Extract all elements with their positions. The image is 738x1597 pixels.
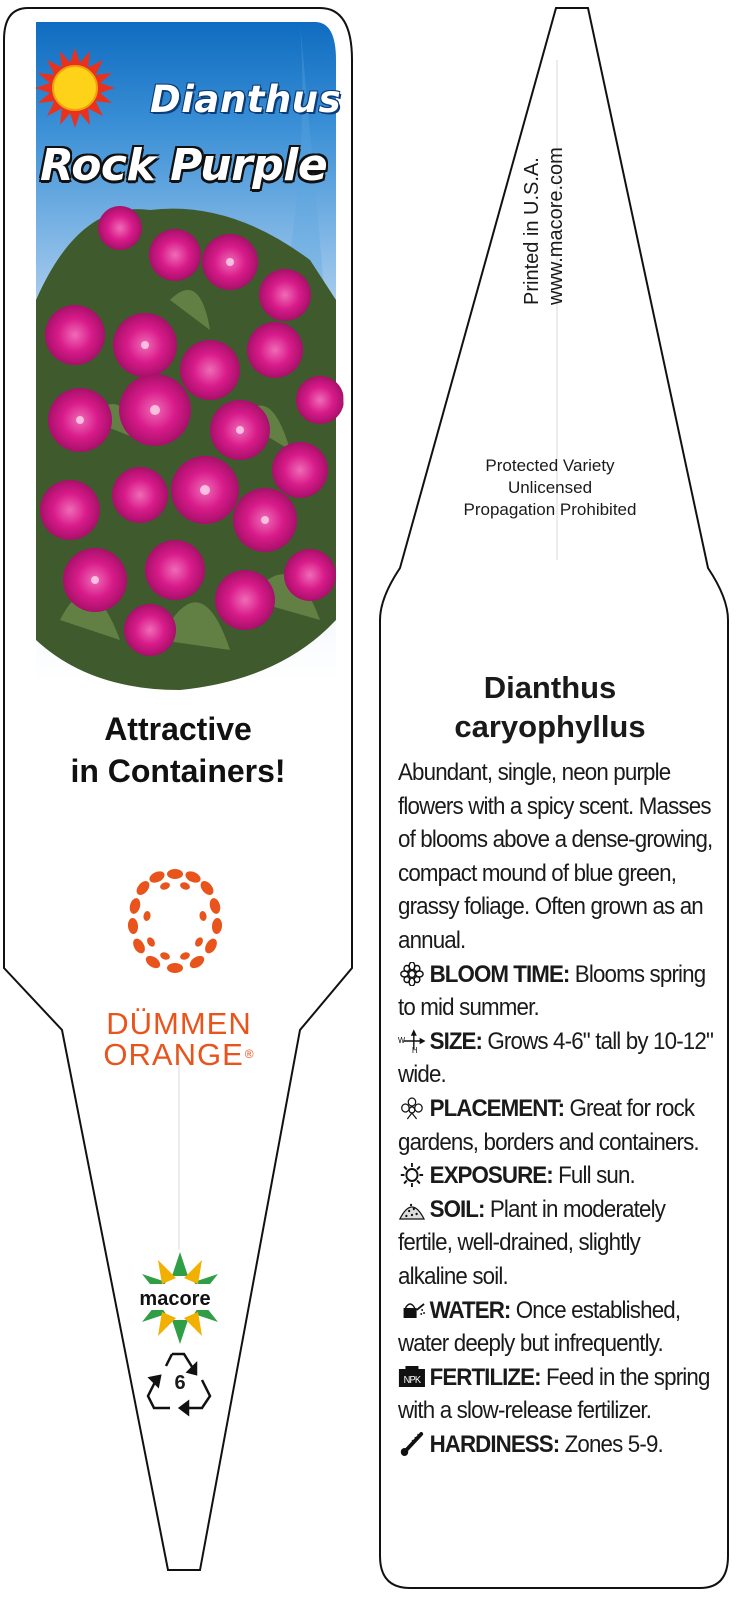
npk-icon [398, 1365, 426, 1389]
tagline-line-2: in Containers! [70, 753, 286, 789]
care-soil [398, 1193, 714, 1294]
website-url: www.macore.com [545, 147, 567, 305]
plant-description-block [398, 756, 714, 1461]
care-label: WATER: [429, 1296, 511, 1324]
plant-variety-title: Rock Purple [40, 140, 328, 191]
botanical-line-1: Dianthus [483, 670, 617, 705]
dummen-orange-wordmark [94, 1008, 264, 1070]
care-label: BLOOM TIME: [429, 960, 570, 988]
flower-photo [36, 206, 344, 690]
placement-icon [398, 1096, 426, 1120]
care-size [398, 1025, 714, 1092]
care-text: Blooms spring to mid summer. [398, 960, 706, 1022]
thermometer-icon [398, 1432, 426, 1456]
care-label: HARDINESS: [429, 1430, 560, 1458]
soil-icon [398, 1197, 426, 1221]
care-text: Great for rock gardens, borders and containers. [398, 1094, 699, 1156]
size-icon [398, 1029, 426, 1053]
plant-description: Abundant, single, neon purple flowers with a spicy scent. Masses of blooms above a dense-growing, compact mound of blue green, grassy foliage. Often grown as an annual. [398, 759, 713, 954]
printed-in-usa-note [520, 115, 568, 305]
tagline [34, 708, 322, 792]
protected-line-1: Protected Variety [485, 456, 615, 475]
protected-line-2: Unlicensed [507, 478, 593, 497]
care-water [398, 1294, 714, 1361]
care-exposure [398, 1159, 714, 1193]
care-text: Feed in the spring with a slow-release fertilizer. [398, 1363, 710, 1425]
protected-line-3: Propagation Prohibited [463, 500, 637, 519]
plant-genus-title: Dianthus [150, 78, 342, 121]
macore-logo-text: macore [139, 1288, 211, 1310]
care-text: Full sun. [552, 1162, 635, 1190]
watering-can-icon [398, 1298, 426, 1322]
botanical-line-2: caryophyllus [454, 709, 646, 744]
care-text: Once established, water deeply but infrequently. [398, 1296, 681, 1358]
care-bloom-time [398, 958, 714, 1025]
printed-line-1: Printed in U.S.A. [521, 157, 543, 305]
brand-line-1: DÜMMEN [106, 1006, 252, 1041]
svg-text:W: W [398, 1035, 405, 1045]
tagline-line-1: Attractive [104, 711, 252, 747]
care-fertilize [398, 1361, 714, 1428]
sun-icon [398, 1163, 426, 1187]
brand-line-2: ORANGE® [103, 1037, 255, 1072]
svg-text:NPK: NPK [403, 1374, 421, 1386]
care-hardiness [398, 1428, 714, 1462]
care-label: EXPOSURE: [429, 1162, 553, 1190]
care-label: FERTILIZE: [429, 1363, 541, 1391]
care-label: SIZE: [429, 1027, 483, 1055]
flower-icon [398, 962, 426, 986]
care-label: SOIL: [429, 1195, 485, 1223]
care-text: Zones 5-9. [559, 1430, 663, 1458]
recycle-number: 6 [174, 1372, 186, 1394]
botanical-name [400, 668, 700, 746]
care-placement [398, 1092, 714, 1159]
care-label: PLACEMENT: [429, 1094, 565, 1122]
care-text: Grows 4-6" tall by 10-12" wide. [398, 1027, 714, 1089]
sun-exposure-icon [35, 48, 115, 128]
svg-text:H: H [411, 1045, 417, 1053]
care-text: Plant in moderately fertile, well-drained, slightly alkaline soil. [398, 1195, 666, 1290]
protected-variety-notice [430, 455, 670, 521]
